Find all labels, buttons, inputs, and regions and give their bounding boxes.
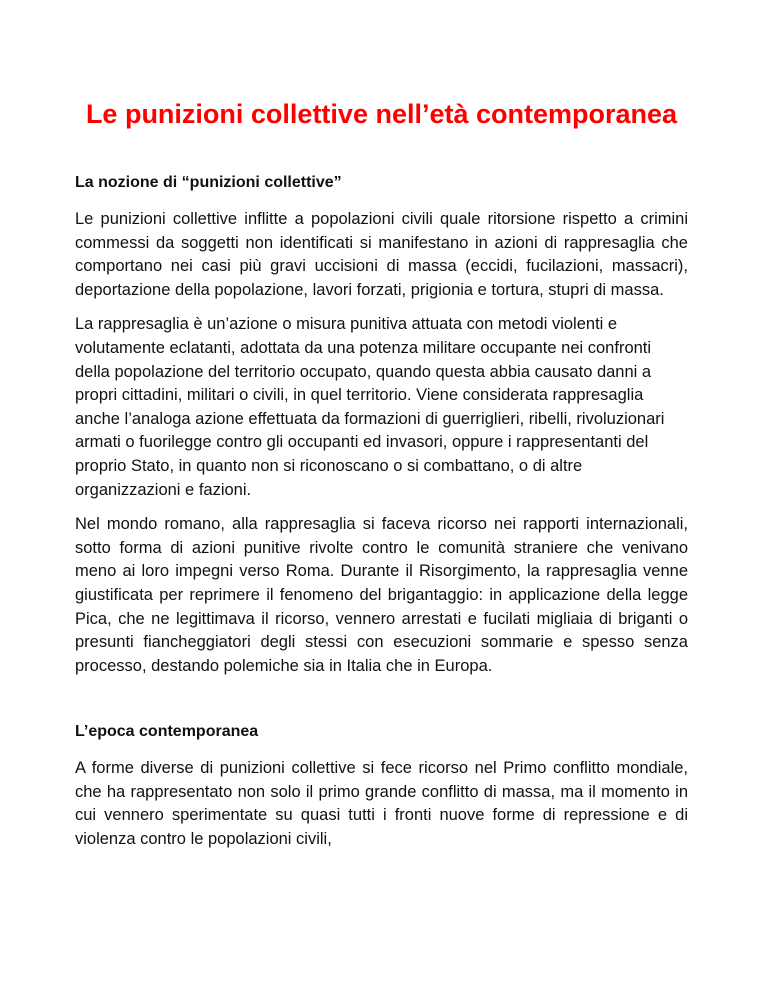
section-heading: L’epoca contemporanea [75, 723, 259, 741]
paragraph: Le punizioni collettive inflitte a popolazioni civili quale ritorsione rispetto a crimini commessi da soggetti non identificati si manifestano in azioni di rappresaglia che comportano nei casi più gravi uccisioni di massa (eccidi, fucilazioni, massacri), deportazione della popolazione, lavori forzati, prigionia e tortura, stupri di massa. [75, 210, 688, 299]
document-title: Le punizioni collettive nell’età contemporanea [85, 99, 678, 129]
paragraph: A forme diverse di punizioni collettive si fece ricorso nel Primo conflitto mondiale, che ha rappresentato non solo il primo grande conflitto di massa, ma il momento in cui vennero sperimentate su quasi tutti i fronti nuove forme di repressione e di violenza contro le popolazioni civili, [75, 759, 688, 849]
paragraph: Nel mondo romano, alla rappresaglia si faceva ricorso nei rapporti internazionali, sotto forma di azioni punitive rivolte contro le comunità straniere che venivano meno ai loro impegni verso Roma. Durante il Risorgimento, la rappresaglia venne giustificata per reprimere il fenomeno del brigantaggio: in applicazione della legge Pica, che ne legittimava il ricorso, vennero arrestati e fucilati migliaia di briganti o presunti fiancheggiatori degli stessi con esecuzioni sommarie e spesso senza processo, destando polemiche sia in Italia che in Europa. [75, 515, 688, 675]
section-spacer [75, 689, 688, 721]
paragraph: La rappresaglia è un’azione o misura punitiva attuata con metodi violenti e volutamente eclatanti, adottata da una potenza militare occupante nei confronti della popolazione del territorio occupato, quando questa abbia causato danni a propri cittadini, militari o civili, in quel territorio. Viene considerata rappresaglia anche l’analoga azione effettuata da formazioni di guerriglieri, ribelli, rivoluzionari armati o fuorilegge contro gli occupanti ed invasori, oppure i rappresentanti del proprio Stato, in quanto non si riconoscano o si combattano, o di altre organizzazioni e fazioni. [75, 315, 665, 499]
section-heading: La nozione di “punizioni collettive” [75, 174, 342, 191]
section-contemporary-era [75, 721, 688, 851]
section-collective-punishment-notion [75, 172, 688, 678]
